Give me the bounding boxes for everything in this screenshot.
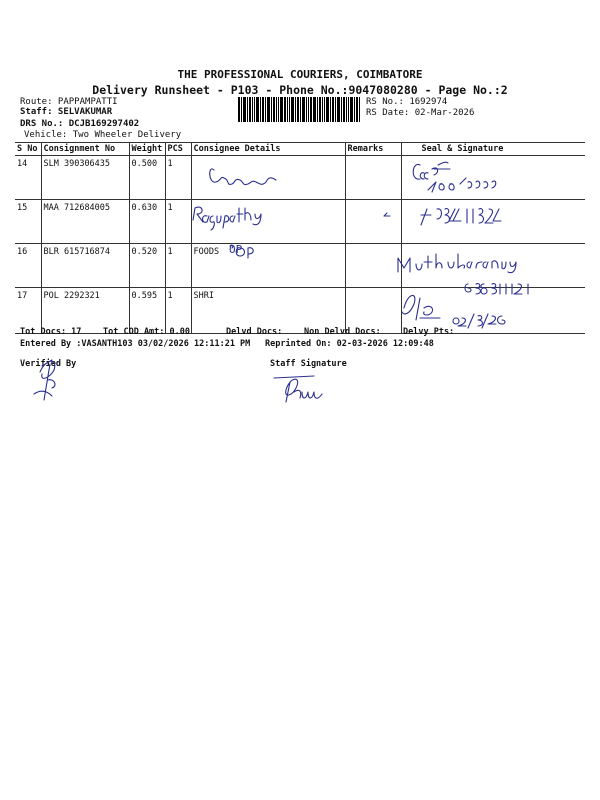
verifier-signature bbox=[34, 360, 55, 400]
delivered-docs: Delvd Docs: bbox=[226, 327, 283, 337]
col-signature-header: Seal & Signature bbox=[401, 143, 585, 156]
handwritten-op: OP bbox=[229, 243, 243, 256]
cell-pcs: 1 bbox=[165, 200, 191, 244]
delivery-points: Delvy Pts: bbox=[403, 327, 455, 337]
cell-consignment: POL 2292321 bbox=[41, 288, 129, 334]
rs-date: RS Date: 02-Mar-2026 bbox=[366, 108, 475, 118]
col-consignee-header: Consignee Details bbox=[191, 143, 345, 156]
col-weight-header: Weight bbox=[129, 143, 165, 156]
verified-by-label: Verified By bbox=[20, 359, 77, 369]
total-docs: Tot Docs: 17 bbox=[20, 327, 82, 337]
staff-signature-label: Staff Signature bbox=[270, 359, 347, 369]
col-sno-header: S No bbox=[15, 143, 41, 156]
col-remarks-header: Remarks bbox=[345, 143, 401, 156]
cell-pcs: 1 bbox=[165, 156, 191, 200]
non-delivered-docs: Non Delvd Docs: bbox=[304, 327, 381, 337]
entered-by: Entered By :VASANTH103 03/02/2026 12:11:21 PM bbox=[20, 339, 251, 349]
rs-number: RS No.: 1692974 bbox=[366, 97, 448, 107]
cell-consignee: SHRI bbox=[191, 288, 345, 334]
cell-sno: 15 bbox=[15, 200, 41, 244]
cell-consignment: SLM 390306435 bbox=[41, 156, 129, 200]
vehicle-label: Vehicle: Two Wheeler Delivery bbox=[24, 130, 182, 140]
col-consignment-header: Consignment No bbox=[41, 143, 129, 156]
cell-weight: 0.500 bbox=[129, 156, 165, 200]
cell-weight: 0.595 bbox=[129, 288, 165, 334]
cell-consignment: BLR 615716874 bbox=[41, 244, 129, 288]
cell-pcs: 1 bbox=[165, 244, 191, 288]
cell-pcs: 1 bbox=[165, 288, 191, 334]
cell-consignment: MAA 712684005 bbox=[41, 200, 129, 244]
reprinted-on: Reprinted On: 02-03-2026 12:09:48 bbox=[265, 339, 434, 349]
cell-weight: 0.630 bbox=[129, 200, 165, 244]
staff-label: Staff: SELVAKUMAR bbox=[20, 107, 113, 117]
cell-sno: 16 bbox=[15, 244, 41, 288]
company-name: THE PROFESSIONAL COURIERS, COIMBATORE bbox=[177, 68, 423, 81]
total-cod-amount: Tot COD Amt: 0.00 bbox=[103, 327, 190, 337]
cell-consignee: FOODS bbox=[191, 244, 345, 288]
col-pcs-header: PCS bbox=[165, 143, 191, 156]
cell-weight: 0.520 bbox=[129, 244, 165, 288]
route-label: Route: PAPPAMPATTI bbox=[20, 97, 118, 107]
staff-signature bbox=[274, 376, 322, 402]
cell-sno: 14 bbox=[15, 156, 41, 200]
runsheet-title: Delivery Runsheet - P103 - Phone No.:9047080280 - Page No.:2 bbox=[92, 83, 508, 97]
cell-sno: 17 bbox=[15, 288, 41, 334]
drs-number: DRS No.: DCJB169297402 bbox=[20, 119, 140, 129]
